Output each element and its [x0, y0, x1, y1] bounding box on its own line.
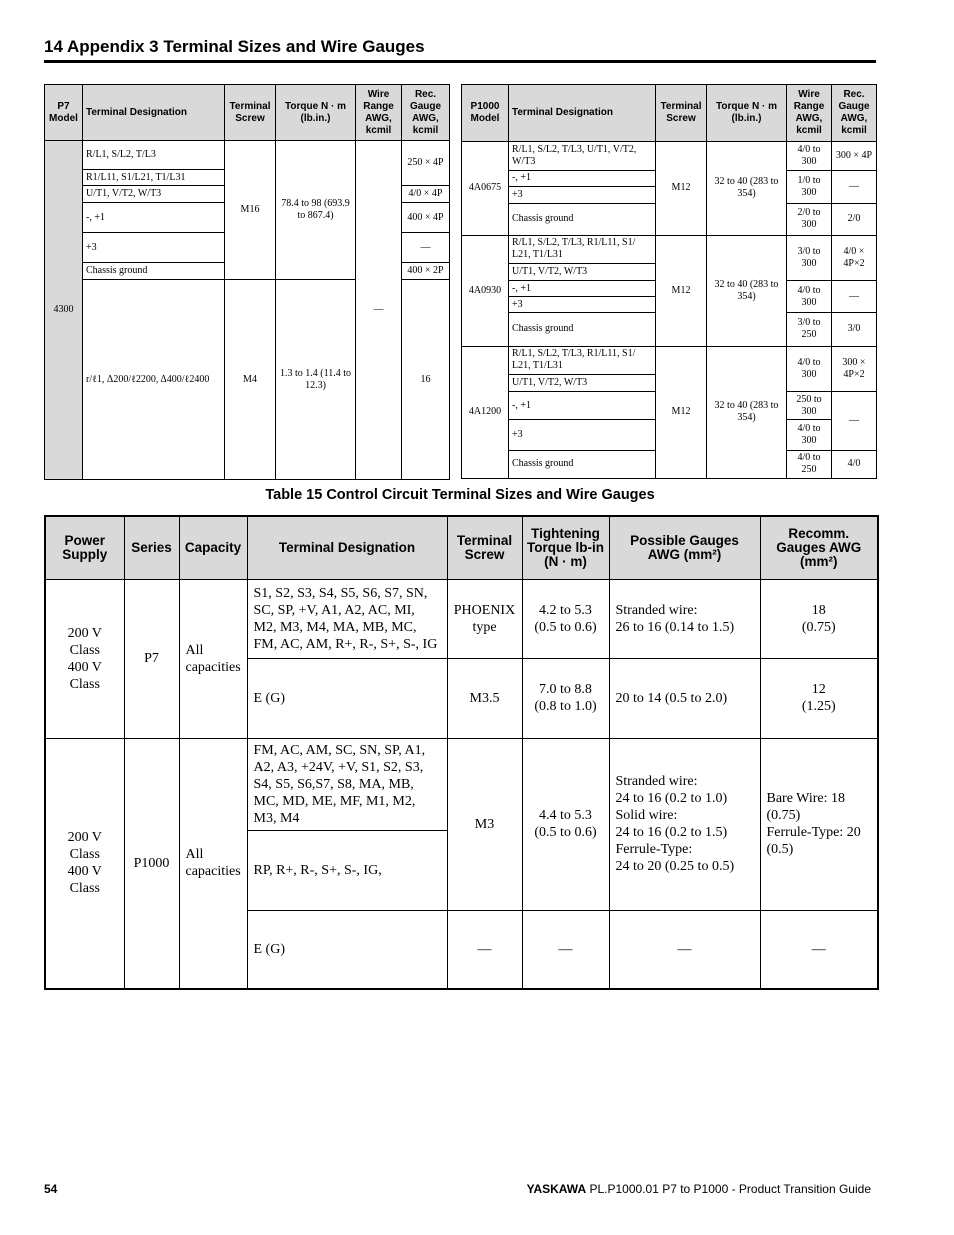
designation-cell: +3 [509, 297, 656, 313]
recomm-gauges-cell [760, 738, 878, 910]
control-circuit-table [44, 515, 879, 990]
possible-gauges-cell: 20 to 14 (0.5 to 2.0) [609, 658, 760, 738]
header-model: P1000 Model [462, 85, 509, 142]
footer-doc-title [527, 1182, 871, 1196]
model-cell: 4A0675 [462, 141, 509, 235]
torque-cell: — [522, 910, 609, 989]
rec-gauge-cell: 2/0 [832, 204, 877, 235]
torque-line: 4.2 to 5.3 [539, 602, 592, 618]
rec-gauge-cell: — [402, 233, 450, 263]
designation-cell: -, +1 [509, 392, 656, 420]
power-supply-cell [45, 579, 124, 738]
recomm-line: Bare Wire: 18 [766, 791, 845, 806]
terminal-designation-cell: RP, R+, R-, S+, S-, IG, [247, 830, 447, 910]
possible-line: Solid wire: [615, 808, 678, 823]
series-cell: P7 [124, 579, 179, 738]
wire-range-cell: 1/0 to 300 [787, 170, 832, 203]
terminal-screw-cell: PHOENIX type [447, 579, 522, 658]
power-supply-line: 400 V Class [67, 659, 102, 692]
terminal-screw-cell: — [447, 910, 522, 989]
wire-range-cell: 4/0 to 300 [787, 346, 832, 391]
torque-line: 4.4 to 5.3 [539, 808, 592, 823]
header-recomm-gauges: Recomm. Gauges AWG (mm²) [760, 516, 878, 579]
designation-cell: U/T1, V/T2, W/T3 [509, 374, 656, 391]
rec-gauge-cell: 300 × 4P×2 [832, 346, 877, 391]
possible-line: Ferrule-Type: [615, 842, 693, 857]
brand-name: YASKAWA [526, 1182, 587, 1196]
recomm-gauges-cell [760, 658, 878, 738]
designation-cell: -, +1 [509, 280, 656, 296]
rec-gauge-cell: 16 [402, 280, 450, 480]
page-header [44, 36, 876, 63]
header-torque: Torque N · m (lb.in.) [707, 85, 787, 142]
recomm-line: 18 [811, 602, 826, 618]
designation-cell: Chassis ground [509, 450, 656, 478]
torque-cell [522, 579, 609, 658]
recomm-line: (1.25) [801, 699, 836, 714]
torque-cell: 32 to 40 (283 to 354) [707, 346, 787, 478]
recomm-line: Ferrule-Type: 20 [766, 825, 861, 840]
terminal-designation-cell: S1, S2, S3, S4, S5, S6, S7, SN, SC, SP, +V, A1, A2, AC, MI, M2, M3, M4, MA, MB, MC, FM, AC, AM, R+, R-, S+, S-, IG [247, 579, 447, 658]
header-designation: Terminal Designation [509, 85, 656, 142]
model-cell: 4A1200 [462, 346, 509, 478]
torque-line: (0.5 to 0.6) [534, 825, 597, 840]
torque-cell: 32 to 40 (283 to 354) [707, 235, 787, 346]
header-terminal-screw: Terminal Screw [447, 516, 522, 579]
capacity-cell: All capacities [179, 738, 247, 989]
rec-gauge-cell: — [832, 280, 877, 312]
designation-cell: R/L1, S/L2, T/L3 [83, 141, 225, 170]
torque-cell [522, 738, 609, 910]
designation-cell: Chassis ground [509, 313, 656, 346]
series-cell: P1000 [124, 738, 179, 989]
power-supply-cell [45, 738, 124, 989]
rec-gauge-cell: 250 × 4P [402, 141, 450, 186]
possible-line: Stranded wire: [615, 602, 698, 618]
header-tightening-torque: Tightening Torque lb-in (N · m) [522, 516, 609, 579]
rec-gauge-cell: — [832, 392, 877, 451]
wire-range-cell: 3/0 to 250 [787, 313, 832, 346]
torque-line: (0.5 to 0.6) [534, 619, 597, 635]
header-wire-range: Wire Range AWG, kcmil [787, 85, 832, 142]
header-wire-range: Wire Range AWG, kcmil [356, 85, 402, 141]
rec-gauge-cell: — [832, 170, 877, 203]
possible-gauges-cell [609, 579, 760, 658]
page-number: 54 [44, 1182, 58, 1196]
recomm-gauges-cell [760, 579, 878, 658]
torque-cell: 1.3 to 1.4 (11.4 to 12.3) [276, 280, 356, 480]
terminal-designation-cell: E (G) [247, 910, 447, 989]
terminal-designation-cell: E (G) [247, 658, 447, 738]
torque-cell: 78.4 to 98 (693.9 to 867.4) [276, 141, 356, 280]
page-title: 14 Appendix 3 Terminal Sizes and Wire Gauges [44, 37, 425, 56]
possible-line: 24 to 20 (0.25 to 0.5) [615, 859, 735, 874]
table-caption: Table 15 Control Circuit Terminal Sizes and Wire Gauges [265, 487, 655, 503]
screw-cell: M12 [656, 346, 707, 478]
header-screw: Terminal Screw [656, 85, 707, 142]
header-torque: Torque N · m (lb.in.) [276, 85, 356, 141]
recomm-line: 12 [811, 682, 826, 697]
screw-cell: M16 [225, 141, 276, 280]
designation-cell: R/L1, S/L2, T/L3, R1/L11, S1/ L21, T1/L31 [509, 346, 656, 374]
terminal-screw-cell: M3.5 [447, 658, 522, 738]
model-cell: 4A0930 [462, 235, 509, 346]
designation-cell: R1/L11, S1/L21, T1/L31 [83, 170, 225, 186]
terminal-screw-cell: M3 [447, 738, 522, 910]
screw-cell: M4 [225, 280, 276, 480]
model-cell: 4300 [45, 141, 83, 480]
wire-range-cell: 250 to 300 [787, 392, 832, 420]
designation-cell: +3 [509, 187, 656, 204]
wire-range-cell: 4/0 to 300 [787, 420, 832, 450]
header-power-supply: Power Supply [45, 516, 124, 579]
screw-cell: M12 [656, 235, 707, 346]
header-model: P7 Model [45, 85, 83, 141]
p1000-terminal-table [461, 84, 877, 479]
designation-cell: +3 [83, 233, 225, 263]
power-supply-line: 200 V Class [67, 830, 102, 863]
header-rec-gauge: Rec. Gauge AWG, kcmil [832, 85, 877, 142]
header-rec-gauge: Rec. Gauge AWG, kcmil [402, 85, 450, 141]
doc-title: PL.P1000.01 P7 to P1000 - Product Transition Guide [586, 1182, 871, 1196]
power-supply-line: 200 V Class [67, 625, 102, 658]
torque-cell [522, 658, 609, 738]
torque-line: 7.0 to 8.8 [539, 682, 592, 697]
possible-line: 24 to 16 (0.2 to 1.5) [615, 825, 728, 840]
header-terminal-designation: Terminal Designation [247, 516, 447, 579]
rec-gauge-cell: 300 × 4P [832, 141, 877, 170]
rec-gauge-cell: 3/0 [832, 313, 877, 346]
screw-cell: M12 [656, 141, 707, 235]
designation-cell: Chassis ground [509, 204, 656, 235]
possible-gauges-cell [609, 738, 760, 910]
recomm-gauges-cell: — [760, 910, 878, 989]
designation-cell: +3 [509, 420, 656, 450]
designation-cell: U/T1, V/T2, W/T3 [83, 186, 225, 203]
possible-line: Stranded wire: [615, 774, 698, 789]
possible-gauges-cell: — [609, 910, 760, 989]
wire-range-cell: 2/0 to 300 [787, 204, 832, 235]
rec-gauge-cell: 4/0 × 4P [402, 186, 450, 203]
wire-range-cell: 4/0 to 250 [787, 450, 832, 478]
rec-gauge-cell: 400 × 2P [402, 263, 450, 280]
designation-cell: R/L1, S/L2, T/L3, R1/L11, S1/ L21, T1/L31 [509, 235, 656, 263]
rec-gauge-cell: 400 × 4P [402, 203, 450, 233]
wire-range-cell: 3/0 to 300 [787, 235, 832, 280]
wire-range-cell: — [356, 141, 402, 480]
torque-cell: 32 to 40 (283 to 354) [707, 141, 787, 235]
wire-range-cell: 4/0 to 300 [787, 141, 832, 170]
terminal-designation-cell: FM, AC, AM, SC, SN, SP, A1, A2, A3, +24V, +V, S1, S2, S3, S4, S5, S6,S7, S8, MA, MB, MC, MD, ME, MF, M1, M2, M3, M4 [247, 738, 447, 830]
designation-cell: Chassis ground [83, 263, 225, 280]
designation-cell: R/L1, S/L2, T/L3, U/T1, V/T2, W/T3 [509, 141, 656, 170]
wire-range-cell: 4/0 to 300 [787, 280, 832, 312]
header-capacity: Capacity [179, 516, 247, 579]
recomm-line: (0.75) [766, 808, 801, 823]
header-designation: Terminal Designation [83, 85, 225, 141]
rec-gauge-cell: 4/0 [832, 450, 877, 478]
header-screw: Terminal Screw [225, 85, 276, 141]
designation-cell: r/ℓ1, Δ200/ℓ2200, Δ400/ℓ2400 [83, 280, 225, 480]
rec-gauge-cell: 4/0 × 4P×2 [832, 235, 877, 280]
possible-line: 24 to 16 (0.2 to 1.0) [615, 791, 728, 806]
designation-cell: -, +1 [83, 203, 225, 233]
possible-line: 26 to 16 (0.14 to 1.5) [615, 619, 735, 635]
capacity-cell: All capacities [179, 579, 247, 738]
recomm-line: (0.5) [766, 842, 794, 857]
header-series: Series [124, 516, 179, 579]
header-possible-gauges: Possible Gauges AWG (mm²) [609, 516, 760, 579]
designation-cell: U/T1, V/T2, W/T3 [509, 263, 656, 280]
torque-line: (0.8 to 1.0) [534, 699, 597, 714]
recomm-line: (0.75) [801, 619, 836, 635]
designation-cell: -, +1 [509, 170, 656, 186]
power-supply-line: 400 V Class [67, 864, 102, 897]
p7-terminal-table [44, 84, 450, 480]
